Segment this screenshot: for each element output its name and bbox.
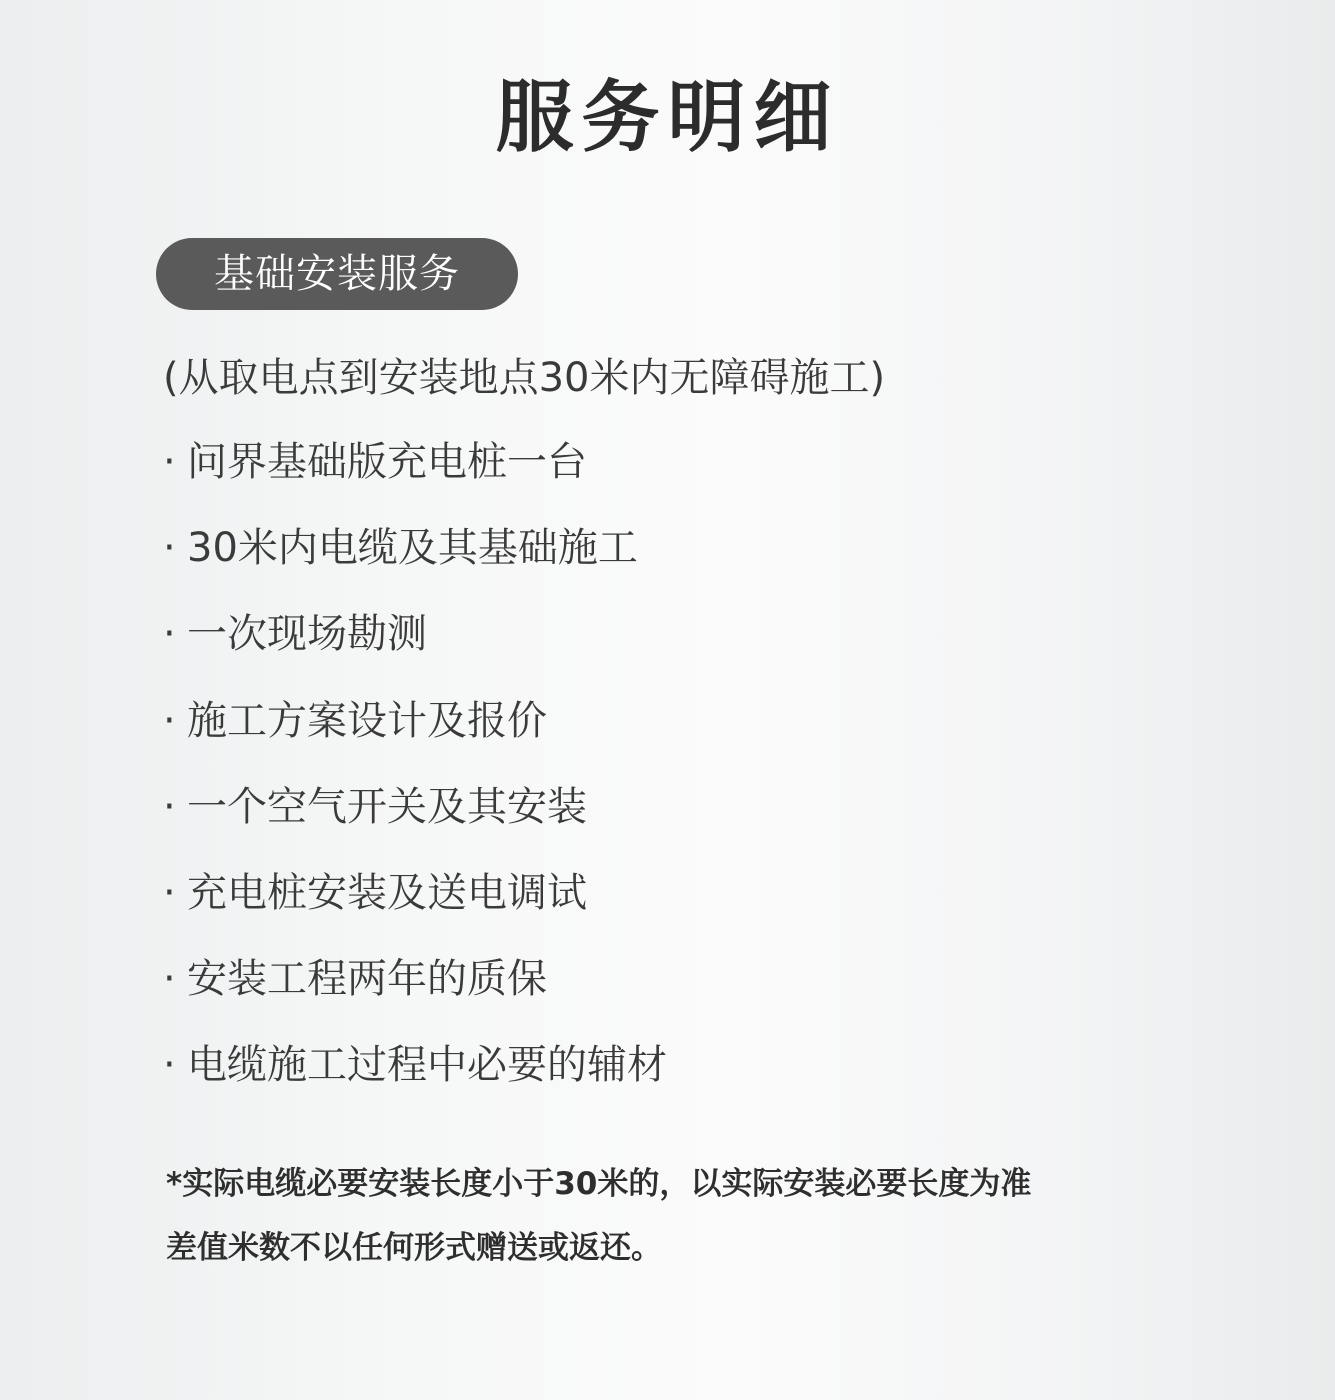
- list-item-text: 一次现场勘测: [187, 611, 427, 658]
- page-title: 服务明细: [495, 73, 840, 163]
- bullet: ·: [163, 956, 176, 1003]
- footnote: [166, 1152, 1196, 1280]
- list-item-text: 安装工程两年的质保: [187, 956, 547, 1003]
- bullet: ·: [163, 525, 176, 572]
- service-badge: 基础安装服务: [156, 238, 518, 310]
- list-item-text: 一个空气开关及其安装: [187, 783, 587, 830]
- list-item-text: 问界基础版充电桩一台: [187, 439, 587, 485]
- bullet: ·: [163, 783, 176, 830]
- list-item: [163, 863, 667, 949]
- bullet: ·: [163, 697, 176, 744]
- list-item: [163, 518, 667, 604]
- list-item-text: 施工方案设计及报价: [187, 697, 547, 744]
- bullet: ·: [163, 1042, 176, 1089]
- bullet: ·: [163, 869, 176, 916]
- bullet: ·: [163, 611, 176, 658]
- list-item: [163, 949, 667, 1035]
- list-item: [163, 1035, 667, 1121]
- list-item: [163, 691, 667, 777]
- list-item: [163, 432, 667, 518]
- service-items-list: [163, 432, 667, 1122]
- list-item: [163, 604, 667, 690]
- service-scope-subtitle: (从取电点到安装地点30米内无障碍施工): [163, 355, 886, 401]
- list-item-text: 30米内电缆及其基础施工: [187, 525, 638, 572]
- list-item-text: 充电桩安装及送电调试: [187, 869, 587, 916]
- bullet: ·: [163, 439, 176, 485]
- footnote-line-2: 差值米数不以任何形式赠送或返还。: [166, 1230, 662, 1266]
- list-item-text: 电缆施工过程中必要的辅材: [187, 1042, 667, 1089]
- list-item: [163, 777, 667, 863]
- footnote-line-1: *实际电缆必要安装长度小于30米的，以实际安装必要长度为准: [166, 1166, 1032, 1202]
